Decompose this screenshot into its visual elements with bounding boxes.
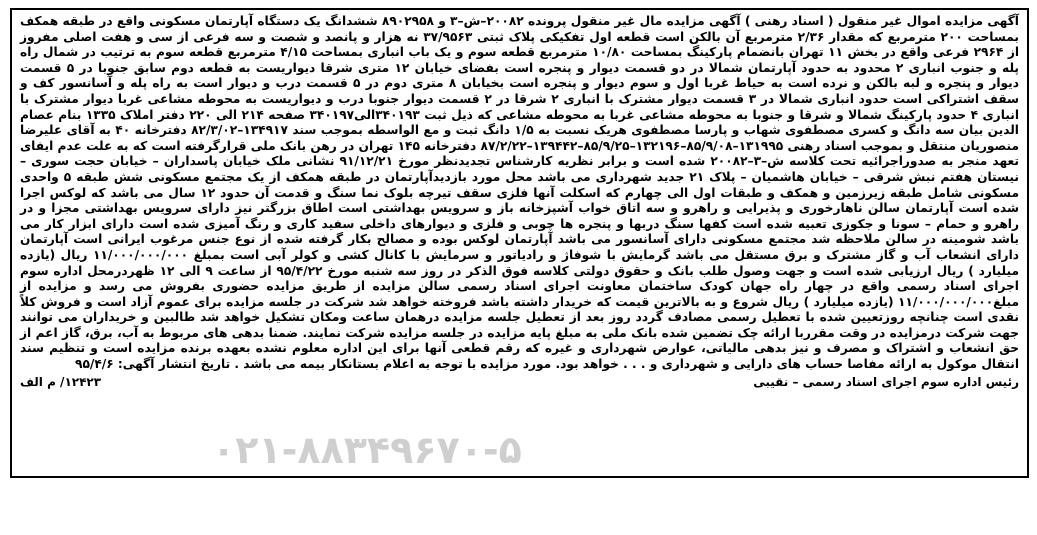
auction-notice (10, 8, 1029, 478)
notice-body: آگهی مزایده اموال غیر منقول ( اسناد رهنی ) آگهی مزایده مال غیر منقول پرونده ۲۰۰۸۲–ش–۳ و ۸۹۰۲۹۵۸ ششدانگ یک دستگاه آپارتمان مسکونی واقع در طبقه همکف بمساحت ۲۰۰ مترمربع که مقدار ۲/۳۶ مترمربع آن بالکن است قطعه اول تفکیکی پلاک ثبتی ۳۷/۹۵۶۳ نه هزار و پانصد و شصت و سه فرعی از سی و هفت اصلی مفروز از ۲۹۶۴ فرعی واقع در بخش ۱۱ تهران بانضمام پارکینگ بمساحت ۱۰/۸۰ مترمربع قطعه سوم و یک باب انباری بمساحت ۴/۱۵ مترمربع قطعه سوم به ترتیب در شمال راه پله و جنوب انباری ۲ محدود به حدود آپارتمان شمالا در دو قسمت دیوار و پنجره است بفضای خیابان ۱۲ متری شرقا دیواریست به قطعه دوم سابق جنوبا در ۵ قسمت دیوار و پنجره و لبه بالکن و نرده است به حیاط غربا اول و سوم دیوار و پنجره است بخیابان ۸ متری دوم در ۵ قسمت درب و دیوار است به راه پله و آسانسور کف و سقف اشتراکی است حدود انباری شمالا در ۳ قسمت دیوار مشترک با انباری ۲ شرقا در ۲ قسمت دیوار جنوبا درب و دیواریست به محوطه مشاعی غربا دیوار مشترک با انباری ۴ حدود پارکینگ شمالا و شرقا و جنوبا به محوطه مشاعی غربا به محوطه مشاعی که ذیل ثبت ۳۴۰۱۹۳الی۳۴۰۱۹۷ صفحه ۲۱۴ الی ۲۲۰ دفتر املاک ۱۳۳۵ بنام عصام الدین بیان سه دانگ و کسری مصطفوی شهاب و پارسا مصطفوی هریک نسبت به ۱/۵ دانگ ثبت و مع الواسطه بموجب سند ۱۳۴۹۱۷–۸۲/۳/۰۲ دفترخانه ۴۰ به آقای علیرضا منصوریان منتقل و بموجب اسناد رهنی ۱۳۱۹۹۵–۸۵/۹/۰۸–۱۳۲۱۹۶–۸۵/۹/۲۵–۱۳۹۴۴۲–۸۷/۲/۲۲ دفترخانه ۱۴۵ تهران در رهن بانک ملی قرارگرفته است که به علت عدم ایفای تعهد منجر به صدوراجرائیه تحت کلاسه ش–۳–۲۰۰۸۲ شده است و برابر نظریه کارشناس تجدیدنظر مورخ ۹۱/۱۲/۲۱ نشانی ملک خیابان پاسداران – خیابان حجت سوری – نیستان هفتم نبش شرقی – خیابان هاشمیان – پلاک ۲۱ جدید شهرداری می باشد محل مورد بازدیدآپارتمان در طبقه همکف از یک مجتمع مسکونی شش طبقه ۵ واحدی مسکونی شامل طبقه زیرزمین و همکف و طبقات اول الی چهارم که اسکلت آنها فلزی سقف تیرچه بلوک نما سنگ و قدمت آن حدود ۱۲ سال می باشد که لوکس اجرا شده است آپارتمان سالن ناهارخوری و پذیرایی و راهرو و سه اتاق خواب آشپزخانه باز و سرویس بهداشتی است اطاق بزرگتر نیز دارای سرویس بهداشتی مجزا و در راهرو و حمام – سونا و جکوزی تعبیه شده است کفها سنگ دربها و پنجره ها چوبی و فلزی و دیوارهای داخلی سفید کاری و رنگ آمیزی شده است دارای ابزار کار می باشد شومینه در سالن ملاحظه شد مجتمع مسکونی دارای آسانسور می باشد آپارتمان لوکس بوده و مصالح بکار گرفته شده از نوع جنس مرغوب ایرانی است آپارتمان دارای انشعاب آب و گاز مشترک و برق مستقل می باشد گرمایش با شوفاژ و رادیاتور و سرمایش با کانال کشی و کولر آبی است بمبلغ ۱۱/۰۰۰/۰۰۰/۰۰۰ ریال (یازده میلیارد ) ریال ارزیابی شده است و جهت وصول طلب بانک و حقوق دولتی کلاسه فوق الذکر در روز سه شنبه مورخ ۹۵/۴/۲۲ از ساعت ۹ الی ۱۲ ظهردرمحل اداره سوم اجرای اسناد رسمی واقع در چهار راه جهان کودک ساختمان معاونت اجرای اسناد رسمی سالن مزایده از طریق مزایده حضوری بفروش می رسد و مزایده از مبلغ۱۱/۰۰۰/۰۰۰/۰۰۰ (یازده میلیارد ) ریال شروع و به بالاترین قیمت که خریدار داشته باشد فروخته خواهد شد شرکت در جلسه مزایده برای عموم آزاد است و فروش کلاً نقدی است چنانچه روزتعیین شده با تعطیل رسمی مصادف گردد روز بعد از تعطیل جلسه مزایده درهمان ساعت ومکان تشکیل خواهد شد طالبین و خریداران می توانند جهت شرکت درمزایده در وقت مقرربا ارائه چک تضمین شده بانک ملی به مبلغ پایه مزایده در جلسه مزایده شرکت نمایند. ضمنا بدهی های مربوط به آب، برق، گاز اعم از حق انشعاب و اشتراک و مصرف و نیز بدهی مالیاتی، عوارض شهرداری و غیره که رقم قطعی آنها برای این اداره معلوم نشده بعهده برنده مزایده است و تنظیم سند انتقال موکول به ارائه مفاصا حساب های دارایی و شهرداری و . . . خواهد بود. مورد مزایده با توجه به اعلام بستانکار بیمه می باشد . تاریخ انتشار آگهی: ۹۵/۴/۶ (20, 14, 1020, 372)
notice-signature: رئیس اداره سوم اجرای اسناد رسمی – نقیبی (753, 374, 1019, 389)
phone-watermark: ۰۲۱-۸۸۳۴۹۶۷۰-۵ (212, 428, 522, 472)
notice-footer (20, 375, 1019, 389)
notice-code: ۱۲۴۲۳/ م الف (20, 374, 102, 389)
